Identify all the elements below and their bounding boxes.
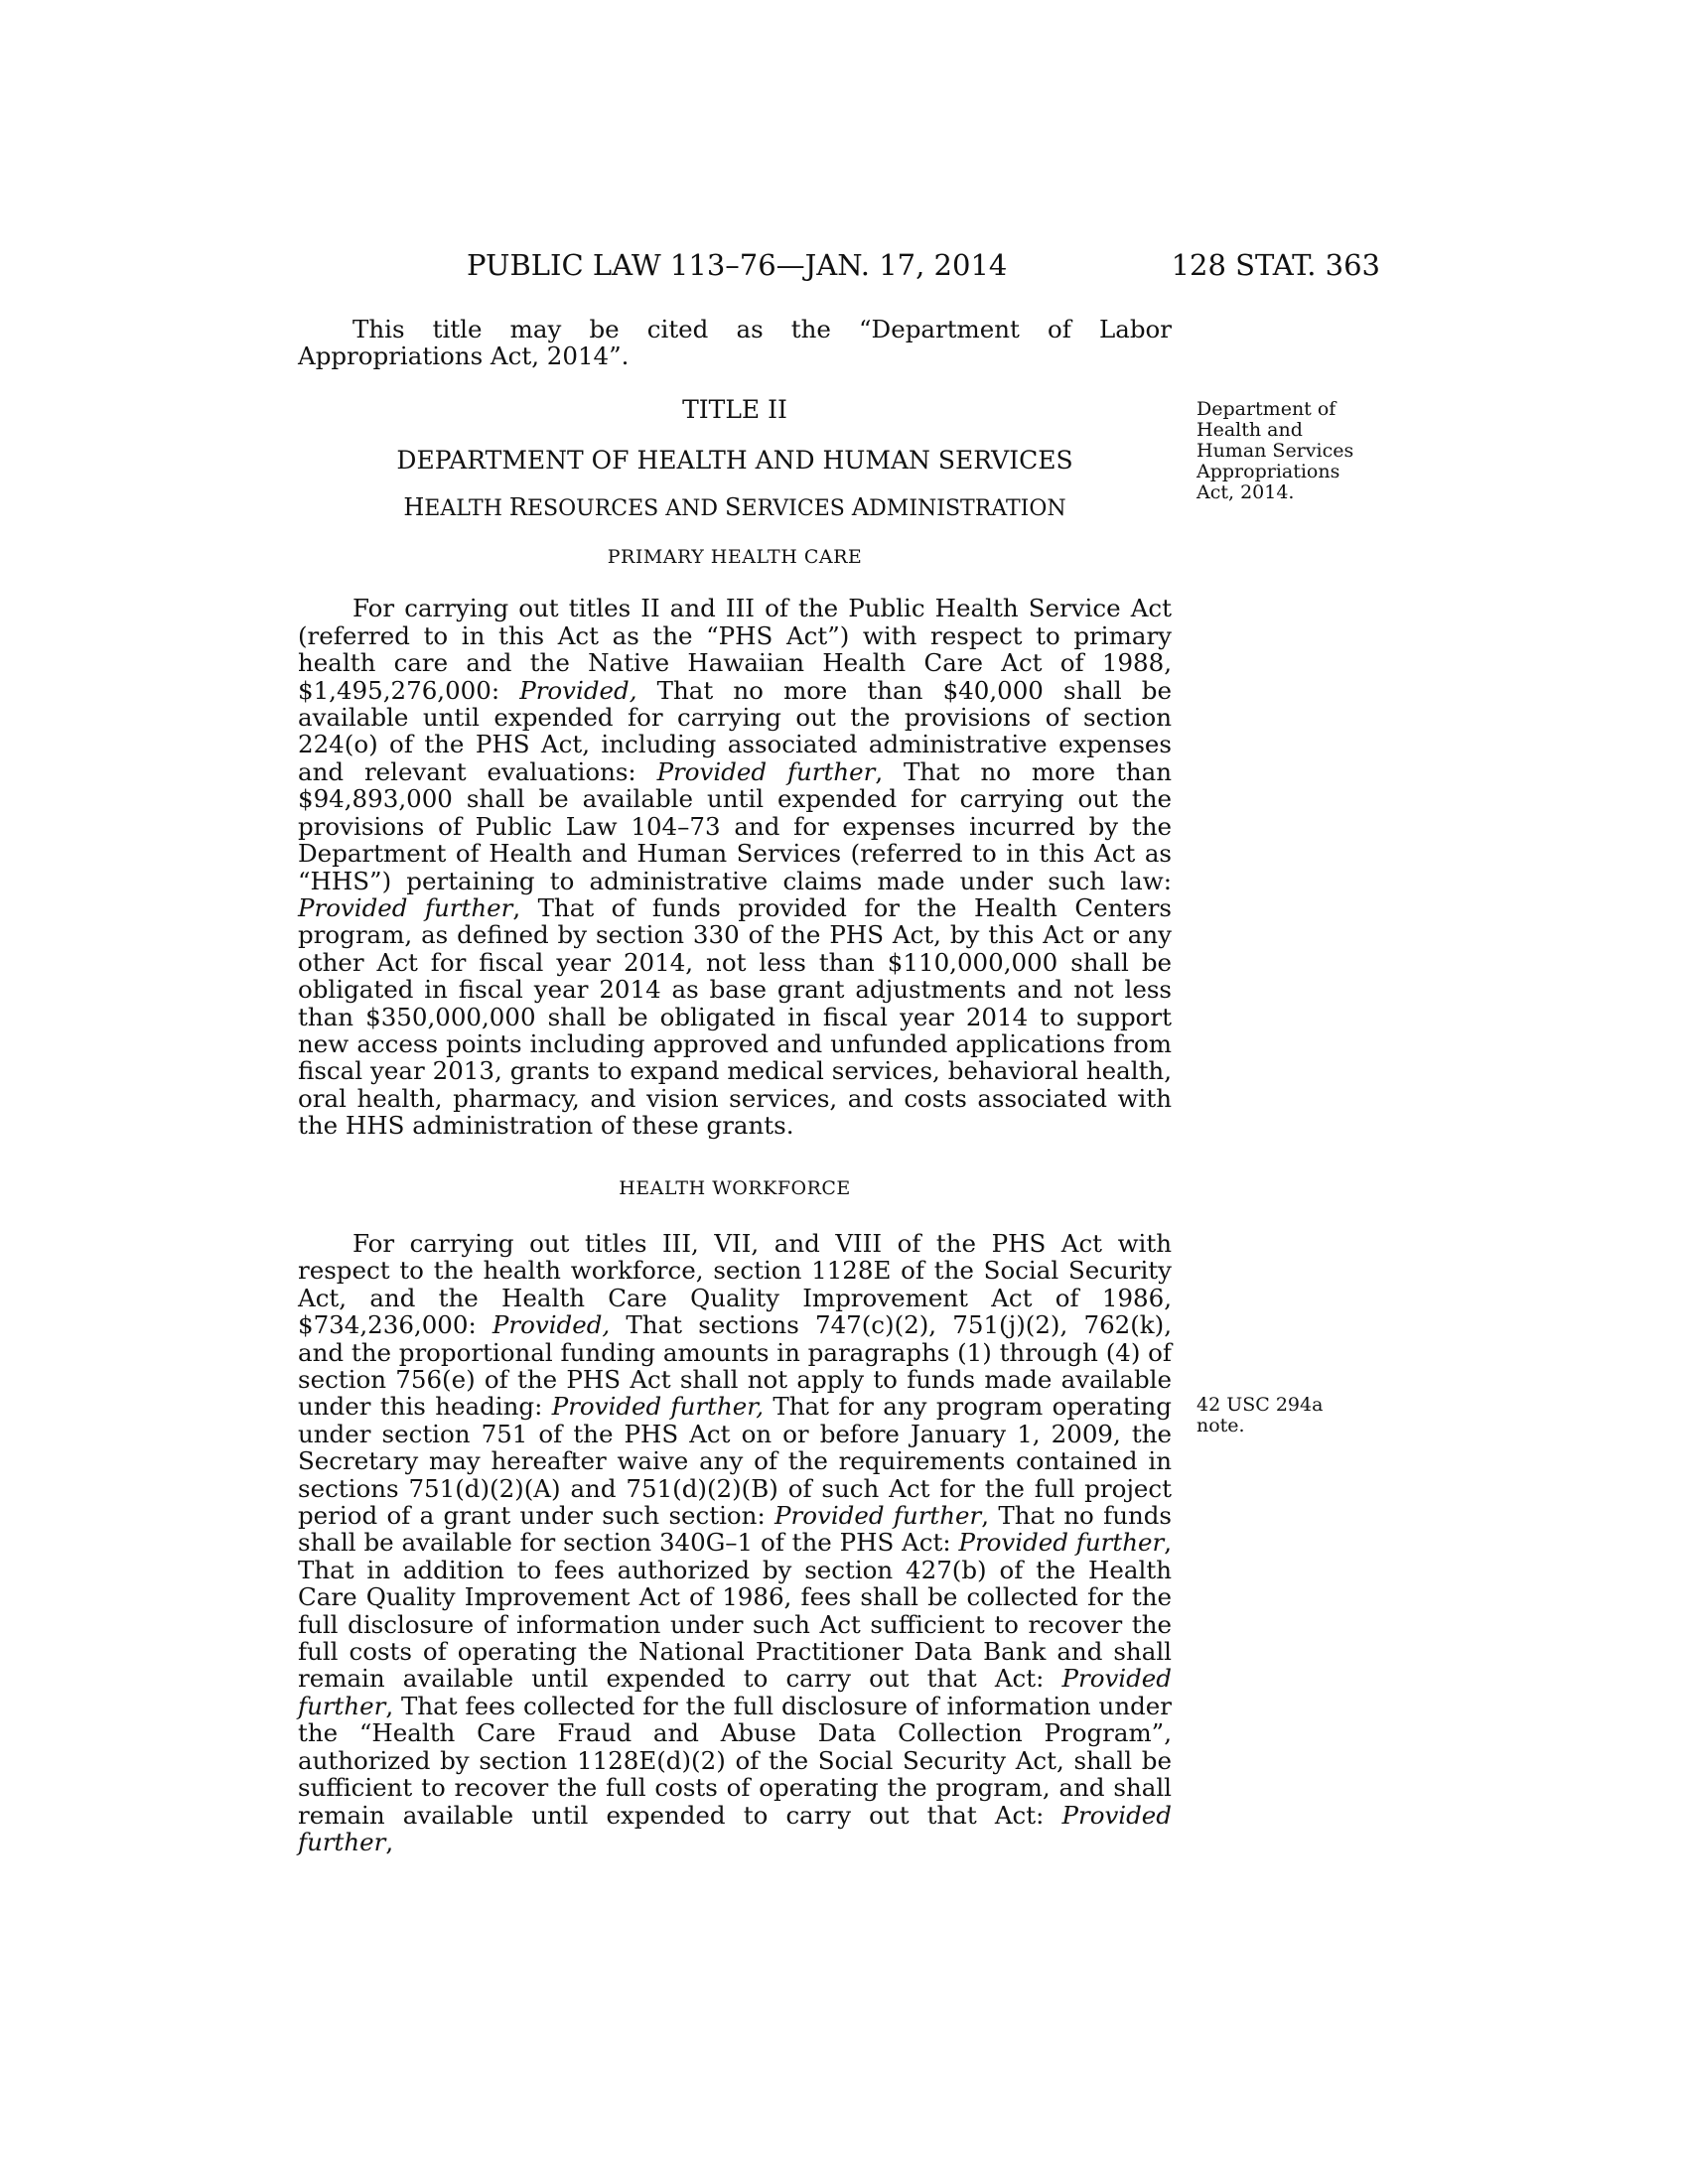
proviso: Provided further, — [551, 1392, 765, 1422]
text-run: That sections 747(c)(2), 751(j)(2), 762(k), and the proportional funding amounts in paragraphs (1) through (4) of section 756(e) of the PHS Act shall not apply to funds made available under this heading: — [298, 1310, 1173, 1422]
margin-note-line: Act, 2014. — [1196, 481, 1295, 503]
margin-note-line: Human Services — [1196, 440, 1354, 462]
title-citation-paragraph: This title may be cited as the “Department of Labor Appropriations Act, 2014”. — [298, 315, 1172, 371]
text-run: , — [385, 1827, 394, 1856]
text-run: For carrying out titles II and III of the Public Health Service Act (referred to in this Act as the “PHS Act”) with respect to primary health care and the Native Hawaiian Health Care Act of 1988, $1,495,276,000: — [298, 594, 1172, 705]
margin-note-usc — [1196, 1395, 1385, 1436]
agency-letter: R — [508, 492, 527, 521]
agency-letter: S — [725, 492, 742, 521]
margin-note-short-title — [1196, 399, 1385, 503]
text-run: , That no more than $94,893,000 shall be available until expended for carrying out the provisions of Public Law 104–73 and for expenses incurred by the Department of Health and Human Services (referred to in this Act as “HHS”) pertaining to administrative claims made under such law: — [298, 756, 1172, 895]
margin-note-line: 42 USC 294a — [1196, 1394, 1324, 1416]
text-run: , That fees collected for the full disclosure of information under the “Health Care Fraud and Abuse Data Collection Program”, authorized by section 1128E(d)(2) of the Social Security Act, shall be sufficient to recover the full costs of operating the program, and shall remain available until expended to carry out that Act: — [298, 1691, 1172, 1830]
primary-health-care-heading: PRIMARY HEALTH CARE — [607, 546, 863, 569]
department-heading: DEPARTMENT OF HEALTH AND HUMAN SERVICES — [396, 446, 1073, 476]
text-run: That for any program operating under section 751 of the PHS Act on or before January 1, 2009, the Secretary may hereafter waive any of the requirements contained in sections 751(d)(2)(A) and 751(d)(2)(B) of such Act for the full project period of a grant under such section: — [298, 1392, 1172, 1531]
page-stat-number: 128 STAT. 363 — [1171, 248, 1380, 282]
title-heading: TITLE II — [682, 394, 787, 424]
text-run: , That of funds provided for the Health Centers program, as defined by section 330 of the PHS Act, by this Act or any other Act for fiscal year 2014, not less than $110,000,000 shall be obligated in fiscal year 2014 as base grant adjustments and not less than $350,000,000 shall be obligated in fiscal year 2014 to support new access points including approved and unfunded applications from fiscal year 2013, grants to expand medical services, behavioral health, oral health, pharmacy, and vision services, and costs associated with the HHS administration of these grants. — [298, 892, 1172, 1141]
proviso: Provided further — [298, 892, 513, 922]
proviso: Provided further — [958, 1528, 1165, 1558]
proviso: Provided, — [492, 1310, 611, 1340]
agency-letter: H — [403, 492, 425, 521]
proviso: Provided further — [298, 1664, 1172, 1720]
primary-health-care-paragraph — [298, 595, 1172, 1139]
health-workforce-paragraph — [298, 1230, 1172, 1855]
proviso: Provided further — [298, 1800, 1172, 1856]
text-run: , That in addition to fees authorized by section 427(b) of the Health Care Quality Improvement Act of 1986, fees shall be collected for the full disclosure of information under such Act sufficient to recover the full costs of operating the National Practitioner Data Bank and shall remain available until expended to carry out that Act: — [298, 1528, 1172, 1694]
proviso: Provided further — [656, 756, 876, 786]
main-text-column — [298, 316, 1172, 1855]
agency-text: DMINISTRATION — [869, 495, 1066, 521]
agency-text: EALTH — [424, 495, 509, 521]
running-header — [298, 248, 1380, 288]
margin-note-line: Appropriations — [1196, 461, 1340, 482]
text-run: That no more than $40,000 shall be available until expended for carrying out the provisions of section 224(o) of the PHS Act, including associated administrative expenses and relevant evaluations: — [298, 675, 1172, 786]
margin-note-line: Department of — [1196, 398, 1336, 420]
agency-heading — [298, 494, 1172, 522]
text-run: , That no funds shall be available for section 340G–1 of the PHS Act: — [298, 1501, 1173, 1558]
health-workforce-heading: HEALTH WORKFORCE — [619, 1176, 851, 1199]
agency-text: ESOURCES AND — [527, 495, 725, 521]
margin-note-line: Health and — [1196, 419, 1303, 441]
text-run: For carrying out titles III, VII, and VIII of the PHS Act with respect to the health workforce, section 1128E of the Social Security Act, and the Health Care Quality Improvement Act of 1986, $734,236,000: — [298, 1228, 1172, 1340]
public-law-header: PUBLIC LAW 113–76—JAN. 17, 2014 — [467, 248, 1008, 282]
margin-note-line: note. — [1196, 1415, 1245, 1436]
agency-text: ERVICES — [741, 495, 852, 521]
agency-letter: A — [851, 492, 870, 521]
proviso: Provided further — [774, 1501, 982, 1531]
proviso: Provided, — [519, 675, 637, 705]
